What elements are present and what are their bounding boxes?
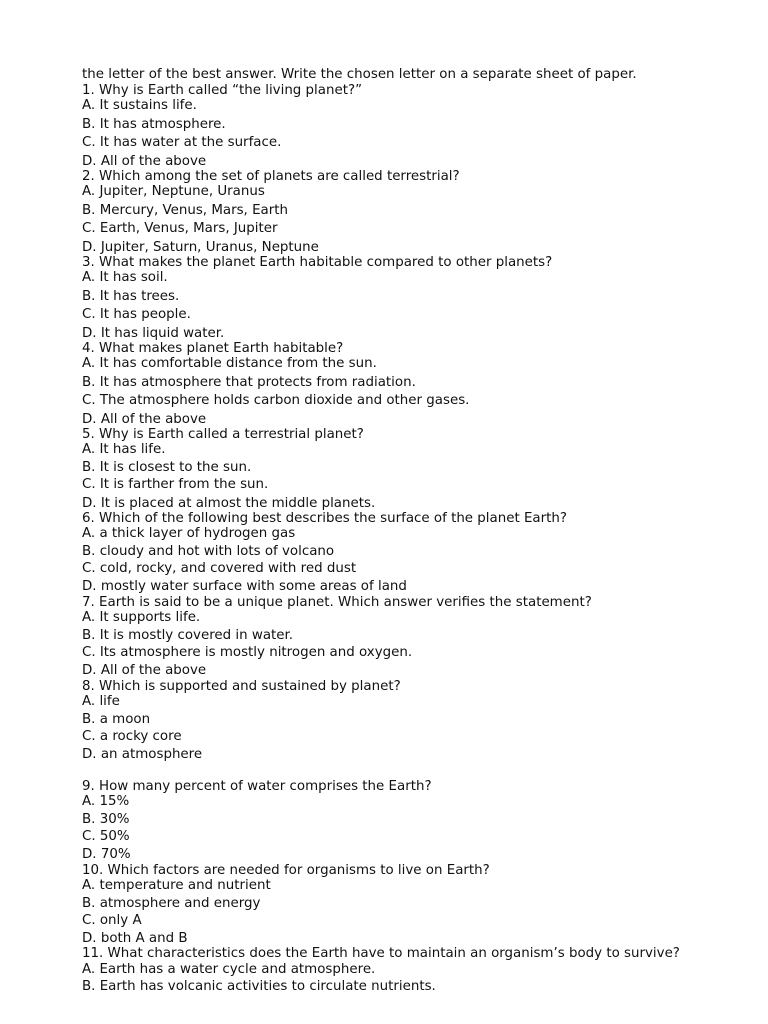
question-2-option-b: B. Mercury, Venus, Mars, Earth [82, 203, 288, 218]
question-6-option-d: D. mostly water surface with some areas of land [82, 579, 407, 594]
question-2-option-a: A. Jupiter, Neptune, Uranus [82, 184, 265, 199]
question-7-option-b: B. It is mostly covered in water. [82, 628, 294, 643]
question-4: 4. What makes planet Earth habitable? [82, 341, 344, 356]
instructions-line: the letter of the best answer. Write the chosen letter on a separate sheet of paper. [82, 67, 637, 82]
question-5: 5. Why is Earth called a terrestrial planet? [82, 427, 364, 442]
question-11: 11. What characteristics does the Earth have to maintain an organism’s body to survive? [82, 946, 680, 961]
question-2-option-d: D. Jupiter, Saturn, Uranus, Neptune [82, 240, 319, 255]
question-10-option-b: B. atmosphere and energy [82, 896, 261, 911]
question-10-option-c: C. only A [82, 913, 142, 928]
question-8-option-d: D. an atmosphere [82, 747, 203, 762]
question-1-option-c: C. It has water at the surface. [82, 135, 282, 150]
question-6-option-c: C. cold, rocky, and covered with red dust [82, 561, 357, 576]
question-1: 1. Why is Earth called “the living planet?” [82, 83, 363, 98]
question-6: 6. Which of the following best describes the surface of the planet Earth? [82, 511, 567, 526]
question-3-option-c: C. It has people. [82, 307, 191, 322]
question-7: 7. Earth is said to be a unique planet. Which answer verifies the statement? [82, 595, 592, 610]
question-5-option-b: B. It is closest to the sun. [82, 460, 252, 475]
question-3-option-d: D. It has liquid water. [82, 326, 225, 341]
question-10: 10. Which factors are needed for organisms to live on Earth? [82, 863, 490, 878]
question-9-option-b: B. 30% [82, 812, 130, 827]
question-11-option-a: A. Earth has a water cycle and atmosphere. [82, 962, 376, 977]
question-1-option-d: D. All of the above [82, 154, 207, 169]
question-10-option-a: A. temperature and nutrient [82, 878, 271, 893]
question-8: 8. Which is supported and sustained by planet? [82, 679, 401, 694]
question-5-option-c: C. It is farther from the sun. [82, 477, 269, 492]
question-3: 3. What makes the planet Earth habitable compared to other planets? [82, 255, 553, 270]
question-8-option-a: A. life [82, 694, 120, 709]
question-8-option-c: C. a rocky core [82, 729, 182, 744]
question-2: 2. Which among the set of planets are called terrestrial? [82, 169, 460, 184]
question-6-option-a: A. a thick layer of hydrogen gas [82, 526, 296, 541]
question-1-option-a: A. It sustains life. [82, 98, 197, 113]
question-7-option-c: C. Its atmosphere is mostly nitrogen and oxygen. [82, 645, 413, 660]
question-9-option-a: A. 15% [82, 794, 130, 809]
question-6-option-b: B. cloudy and hot with lots of volcano [82, 544, 335, 559]
question-10-option-d: D. both A and B [82, 931, 188, 946]
question-7-option-d: D. All of the above [82, 663, 207, 678]
question-7-option-a: A. It supports life. [82, 610, 201, 625]
question-4-option-b: B. It has atmosphere that protects from radiation. [82, 375, 416, 390]
question-2-option-c: C. Earth, Venus, Mars, Jupiter [82, 221, 278, 236]
question-4-option-c: C. The atmosphere holds carbon dioxide and other gases. [82, 393, 470, 408]
question-4-option-a: A. It has comfortable distance from the sun. [82, 356, 377, 371]
question-4-option-d: D. All of the above [82, 412, 207, 427]
question-3-option-a: A. It has soil. [82, 270, 168, 285]
question-11-option-b: B. Earth has volcanic activities to circulate nutrients. [82, 979, 436, 994]
question-1-option-b: B. It has atmosphere. [82, 117, 226, 132]
question-5-option-a: A. It has life. [82, 442, 166, 457]
question-3-option-b: B. It has trees. [82, 289, 180, 304]
question-8-option-b: B. a moon [82, 712, 151, 727]
question-9: 9. How many percent of water comprises the Earth? [82, 779, 432, 794]
question-9-option-d: D. 70% [82, 847, 131, 862]
question-5-option-d: D. It is placed at almost the middle planets. [82, 496, 376, 511]
question-9-option-c: C. 50% [82, 829, 130, 844]
